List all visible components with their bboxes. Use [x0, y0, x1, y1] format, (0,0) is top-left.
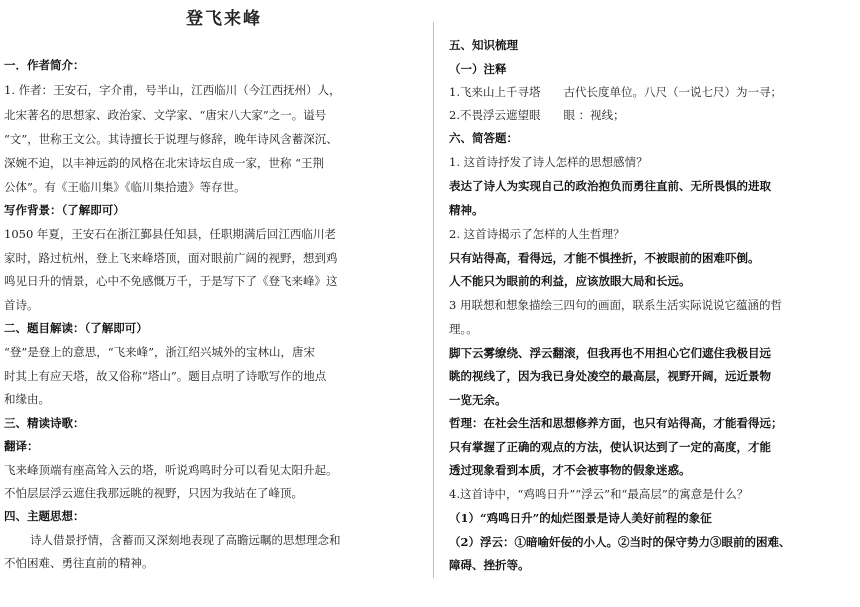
- author-line: 1. 作者：王安石，字介甫，号半山，江西临川（今江西抚州）人，: [4, 83, 341, 97]
- answer-3-line: 脚下云雾缭绕、浮云翻滚，但我再也不用担心它们遮住我极目远: [449, 346, 771, 360]
- knowledge-heading: 五、知识梳理: [449, 38, 518, 52]
- title-interpretation-line: 和缘由。: [4, 392, 50, 406]
- author-line: 北宋著名的思想家、政治家、文学家、“唐宋八大家”之一。谥号: [4, 108, 327, 122]
- question-3-line: 理。。: [449, 322, 478, 336]
- translation-line: 不怕层层浮云遮住我那远眺的视野，只因为我站在了峰顶。: [4, 486, 303, 500]
- author-line: “文”，世称王文公。其诗擅长于说理与修辞，晚年诗风含蓄深沉、: [4, 132, 338, 146]
- theme-line: 诗人借景抒情，含蓄而又深刻地表现了高瞻远瞩的思想理念和: [30, 533, 341, 547]
- question-3-line: 3 用联想和想象描绘三四句的画面，联系生活实际说说它蕴涵的哲: [449, 298, 782, 312]
- close-reading-heading: 三、精读诗歌：: [4, 416, 85, 430]
- answer-2-line: 只有站得高，看得远，才能不惧挫折，不被眼前的困难吓倒。: [449, 251, 760, 265]
- answer-4-line: （1）“鸡鸣日升”的灿烂图景是诗人美好前程的象征: [449, 511, 712, 525]
- question-1: 1. 这首诗抒发了诗人怎样的思想感情？: [449, 155, 648, 169]
- background-line: 1050 年夏，王安石在浙江鄞县任知县，任职期满后回江西临川老: [4, 227, 336, 241]
- answer-3-line: 一览无余。: [449, 393, 507, 407]
- theme-line: 不怕困难、勇往直前的精神。: [4, 556, 154, 570]
- answer-3-line: 只有掌握了正确的观点的方法，使认识达到了一定的高度，才能: [449, 440, 771, 454]
- background-heading: 写作背景：（了解即可）: [4, 203, 125, 217]
- note-line: 2.不畏浮云遮望眼 眼 ：视线；: [449, 108, 625, 122]
- answer-4-line: 障碍、挫折等。: [449, 558, 530, 572]
- answer-4-line: （2）浮云：①暗喻奸佞的小人。②当时的保守势力③眼前的困难、: [449, 535, 791, 549]
- notes-heading: （一）注释: [449, 62, 507, 76]
- answer-2-line: 人不能只为眼前的利益，应该放眼大局和长远。: [449, 274, 691, 288]
- answer-3-line: 哲理：在社会生活和思想修养方面，也只有站得高，才能看得远；: [449, 416, 783, 430]
- theme-heading: 四、主题思想：: [4, 509, 85, 523]
- answer-3-line: 眺的视线了，因为我已身处凌空的最高层，视野开阔，远近景物: [449, 369, 771, 383]
- translation-label: 翻译：: [4, 439, 39, 453]
- background-line: 家时，路过杭州，登上飞来峰塔顶，面对眼前广阔的视野，想到鸡: [4, 251, 338, 265]
- answer-3-line: 透过现象看到本质，才不会被事物的假象迷惑。: [449, 463, 691, 477]
- author-line: 公体”。有《王临川集》《临川集拾遗》等存世。: [4, 180, 246, 194]
- answer-1-line: 精神。: [449, 203, 484, 217]
- title-interpretation-line: “登”是登上的意思，“飞来峰”，浙江绍兴城外的宝林山，唐宋: [4, 345, 316, 359]
- background-line: 首诗。: [4, 298, 39, 312]
- title-interpretation-line: 时其上有应天塔，故又俗称“塔山”。题目点明了诗歌写作的地点: [4, 369, 327, 383]
- question-2: 2. 这首诗揭示了怎样的人生哲理？: [449, 227, 625, 241]
- author-line: 深婉不迫，以丰神远韵的风格在北宋诗坛自成一家，世称 “王荆: [4, 156, 325, 170]
- background-line: 鸣见日升的情景，心中不免感慨万千，于是写下了《登飞来峰》这: [4, 274, 338, 288]
- column-divider: [433, 22, 434, 578]
- short-answer-heading: 六、简答题：: [449, 131, 518, 145]
- title-interpretation-heading: 二、题目解读：（了解即可）: [4, 321, 148, 335]
- answer-1-line: 表达了诗人为实现自己的政治抱负而勇往直前、无所畏惧的进取: [449, 179, 771, 193]
- document-title: 登飞来峰: [186, 9, 262, 29]
- note-line: 1.飞来山上千寻塔 古代长度单位。八尺（一说七尺）为一寻；: [449, 85, 782, 99]
- question-4: 4.这首诗中，“鸡鸣日升”“浮云”和“最高层”的寓意是什么？: [449, 487, 749, 501]
- author-intro-heading: 一．作者简介：: [4, 58, 85, 72]
- translation-line: 飞来峰顶端有座高耸入云的塔，听说鸡鸣时分可以看见太阳升起。: [4, 463, 338, 477]
